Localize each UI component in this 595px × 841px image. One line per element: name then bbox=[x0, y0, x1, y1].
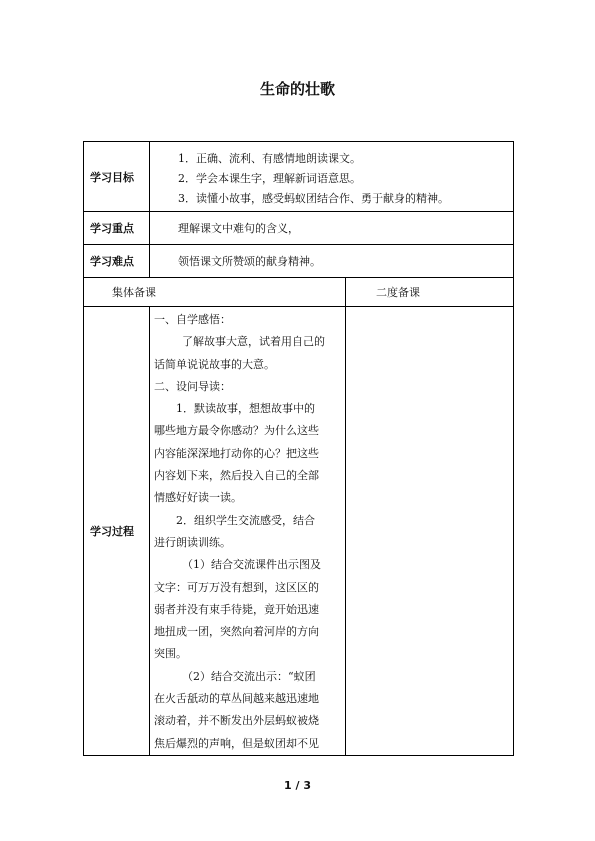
columns-header-row bbox=[84, 278, 514, 307]
process-line: 一、自学感悟： bbox=[154, 313, 231, 326]
process-line: 地扭成一团，突然向着河岸的方向 bbox=[154, 625, 319, 639]
page-number: 1 / 3 bbox=[284, 779, 311, 792]
process-line: 1．默读故事，想想故事中的 bbox=[176, 402, 315, 416]
second-prep-content bbox=[346, 307, 514, 756]
objective-item: 3．读懂小故事，感受蚂蚁团结合作、勇于献身的精神。 bbox=[178, 192, 449, 205]
collective-prep-header: 集体备课 bbox=[84, 278, 346, 307]
objective-item: 1．正确、流利、有感情地朗读课文。 bbox=[178, 152, 361, 165]
process-line: 焦后爆烈的声响，但是蚁团却不见 bbox=[154, 736, 319, 750]
process-line: 情感好好读一读。 bbox=[154, 491, 242, 505]
objectives-row bbox=[84, 142, 514, 212]
process-line: 内容能深深地打动你的心？把这些 bbox=[154, 446, 319, 460]
process-line: 弱者并没有束手待毙，竟开始迅速 bbox=[154, 602, 319, 616]
process-line: 二、设问导读： bbox=[154, 379, 231, 393]
process-line: 2．组织学生交流感受，结合 bbox=[176, 513, 315, 527]
process-line: 话简单说说故事的大意。 bbox=[154, 357, 275, 371]
process-label: 学习过程 bbox=[84, 307, 150, 756]
process-line: 在火舌舐动的草丛间越来越迅速地 bbox=[154, 692, 319, 706]
objectives-content bbox=[150, 142, 514, 212]
lesson-plan-table bbox=[83, 141, 514, 756]
process-line: 进行朗读训练。 bbox=[154, 535, 231, 549]
process-content bbox=[150, 307, 346, 756]
process-line: （1）结合交流课件出示图及 bbox=[182, 558, 321, 572]
process-line: 滚动着，并不断发出外层蚂蚁被烧 bbox=[154, 714, 319, 728]
process-row bbox=[84, 307, 514, 756]
page-title: 生命的壮歌 bbox=[259, 80, 335, 98]
key-points-content: 理解课文中难句的含义， bbox=[150, 212, 514, 245]
difficulties-label: 学习难点 bbox=[84, 245, 150, 278]
process-line: 内容划下来，然后投入自己的全部 bbox=[154, 469, 319, 483]
objectives-label: 学习目标 bbox=[84, 142, 150, 212]
key-points-row bbox=[84, 212, 514, 245]
objective-item: 2．学会本课生字，理解新词语意思。 bbox=[178, 172, 361, 185]
process-line: （2）结合交流出示：“蚁团 bbox=[182, 669, 316, 683]
difficulties-content: 领悟课文所赞颂的献身精神。 bbox=[150, 245, 514, 278]
key-points-label: 学习重点 bbox=[84, 212, 150, 245]
process-line: 突围。 bbox=[154, 647, 187, 661]
second-prep-header: 二度备课 bbox=[346, 278, 514, 307]
process-line: 哪些地方最令你感动？为什么这些 bbox=[154, 424, 319, 438]
process-line: 文字：可万万没有想到，这区区的 bbox=[154, 580, 319, 594]
process-line: 了解故事大意，试着用自己的 bbox=[182, 335, 325, 349]
difficulties-row bbox=[84, 245, 514, 278]
